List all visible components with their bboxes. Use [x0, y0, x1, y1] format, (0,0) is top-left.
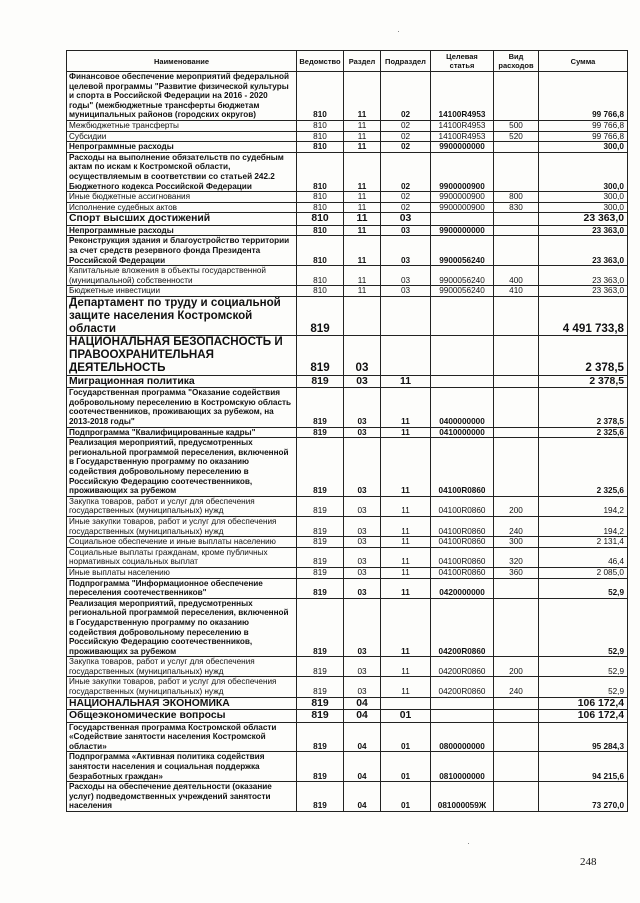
cell-name: Иные закупки товаров, работ и услуг для обеспечения государственных (муниципальных) нужд [67, 677, 297, 697]
table-row [67, 202, 628, 213]
cell-expense-type [494, 598, 539, 657]
cell-razdel: 03 [344, 578, 381, 598]
header-razdel: Раздел [344, 51, 381, 72]
cell-name: Закупка товаров, работ и услуг для обеспечения государственных (муниципальных) нужд [67, 496, 297, 516]
cell-vedomstvo: 819 [297, 438, 344, 497]
cell-target-article: 9900000900 [431, 202, 494, 213]
cell-target-article: 04100R0860 [431, 496, 494, 516]
cell-vedomstvo: 819 [297, 547, 344, 567]
table-row [67, 496, 628, 516]
cell-vedomstvo: 819 [297, 710, 344, 723]
cell-name: Субсидии [67, 131, 297, 142]
cell-target-article: 04100R0860 [431, 537, 494, 548]
cell-podrazdel: 11 [381, 427, 431, 438]
cell-expense-type [494, 697, 539, 710]
cell-expense-type [494, 578, 539, 598]
cell-expense-type [494, 375, 539, 388]
cell-expense-type [494, 72, 539, 121]
cell-razdel: 03 [344, 567, 381, 578]
cell-name: Непрограммные расходы [67, 142, 297, 153]
cell-razdel: 11 [344, 236, 381, 266]
cell-name: Финансовое обеспечение мероприятий федеральной целевой программы "Развитие физической культуры и спорта в Российской Федерации на 2016 - 2020 годы" (межбюджетные трансферты бюджетам муниципальных районов (городских округов) [67, 72, 297, 121]
cell-sum: 2 131,4 [539, 537, 628, 548]
cell-sum: 194,2 [539, 516, 628, 536]
cell-target-article: 0800000000 [431, 722, 494, 752]
cell-target-article: 0810000000 [431, 752, 494, 782]
cell-podrazdel: 11 [381, 578, 431, 598]
cell-name: Межбюджетные трансферты [67, 120, 297, 131]
cell-target-article: 081000059Ж [431, 782, 494, 812]
cell-expense-type: 200 [494, 496, 539, 516]
cell-vedomstvo: 819 [297, 375, 344, 388]
scan-speck [468, 843, 469, 844]
header-sum: Сумма [539, 51, 628, 72]
cell-razdel: 04 [344, 752, 381, 782]
cell-razdel: 03 [344, 375, 381, 388]
cell-name: Департамент по труду и социальной защите населения Костромской области [67, 296, 297, 335]
header-target-article: Целевая статья [431, 51, 494, 72]
cell-vedomstvo: 810 [297, 202, 344, 213]
cell-sum: 4 491 733,8 [539, 296, 628, 335]
cell-sum: 23 363,0 [539, 225, 628, 236]
cell-sum: 23 363,0 [539, 236, 628, 266]
cell-podrazdel: 02 [381, 202, 431, 213]
cell-name: Иные закупки товаров, работ и услуг для обеспечения государственных (муниципальных) нужд [67, 516, 297, 536]
cell-expense-type [494, 296, 539, 335]
cell-sum: 300,0 [539, 152, 628, 191]
cell-target-article: 04200R0860 [431, 677, 494, 697]
cell-podrazdel: 11 [381, 438, 431, 497]
cell-target-article: 0420000000 [431, 578, 494, 598]
cell-sum: 99 766,8 [539, 131, 628, 142]
table-row [67, 375, 628, 388]
cell-name: Социальное обеспечение и иные выплаты населению [67, 537, 297, 548]
table-row [67, 296, 628, 335]
cell-expense-type [494, 142, 539, 153]
cell-razdel: 03 [344, 657, 381, 677]
cell-razdel: 11 [344, 120, 381, 131]
cell-sum: 194,2 [539, 496, 628, 516]
cell-podrazdel: 11 [381, 657, 431, 677]
cell-name: Непрограммные расходы [67, 225, 297, 236]
cell-name: Общеэкономические вопросы [67, 710, 297, 723]
header-name: Наименование [67, 51, 297, 72]
cell-target-article: 04100R0860 [431, 547, 494, 567]
cell-podrazdel: 03 [381, 225, 431, 236]
table-row [67, 547, 628, 567]
cell-name: Иные выплаты населению [67, 567, 297, 578]
cell-vedomstvo: 810 [297, 120, 344, 131]
cell-name: Подпрограмма «Активная политика содействия занятости населения и социальная поддержка безработных граждан» [67, 752, 297, 782]
cell-sum: 23 363,0 [539, 286, 628, 297]
cell-target-article [431, 375, 494, 388]
cell-target-article: 04200R0860 [431, 657, 494, 677]
cell-target-article: 04100R0860 [431, 438, 494, 497]
cell-razdel: 11 [344, 192, 381, 203]
header-vedomstvo: Ведомство [297, 51, 344, 72]
cell-name: Государственная программа Костромской области «Содействие занятости населения Костромской области» [67, 722, 297, 752]
cell-podrazdel: 03 [381, 286, 431, 297]
cell-name: Государственная программа "Оказание содействия добровольному переселению в Костромскую область соотечественников, проживающих за рубежом, на 2013-2018 годы" [67, 388, 297, 427]
cell-name: Социальные выплаты гражданам, кроме публичных нормативных социальных выплат [67, 547, 297, 567]
cell-vedomstvo: 810 [297, 236, 344, 266]
cell-target-article: 0410000000 [431, 427, 494, 438]
cell-expense-type [494, 782, 539, 812]
cell-target-article: 9900056240 [431, 236, 494, 266]
cell-razdel: 03 [344, 427, 381, 438]
table-body [67, 72, 628, 812]
cell-podrazdel: 11 [381, 496, 431, 516]
cell-vedomstvo: 810 [297, 225, 344, 236]
cell-name: Иные бюджетные ассигнования [67, 192, 297, 203]
cell-razdel [344, 296, 381, 335]
cell-sum: 52,9 [539, 578, 628, 598]
cell-vedomstvo: 810 [297, 142, 344, 153]
cell-razdel: 03 [344, 516, 381, 536]
cell-sum: 99 766,8 [539, 72, 628, 121]
cell-vedomstvo: 819 [297, 336, 344, 375]
cell-name: Подпрограмма "Информационное обеспечение переселения соотечественников" [67, 578, 297, 598]
cell-target-article [431, 697, 494, 710]
table-row [67, 438, 628, 497]
cell-target-article: 14100R4953 [431, 72, 494, 121]
cell-target-article: 9900000000 [431, 142, 494, 153]
cell-target-article: 14100R4953 [431, 131, 494, 142]
cell-expense-type: 830 [494, 202, 539, 213]
table-row [67, 225, 628, 236]
cell-podrazdel: 03 [381, 236, 431, 266]
cell-name: Подпрограмма "Квалифицированные кадры" [67, 427, 297, 438]
cell-podrazdel: 03 [381, 266, 431, 286]
cell-podrazdel: 11 [381, 547, 431, 567]
cell-razdel: 11 [344, 225, 381, 236]
cell-expense-type [494, 752, 539, 782]
cell-target-article: 04100R0860 [431, 516, 494, 536]
cell-expense-type: 200 [494, 657, 539, 677]
table-row [67, 782, 628, 812]
cell-podrazdel: 11 [381, 537, 431, 548]
cell-name: Расходы на выполнение обязательств по судебным актам по искам к Костромской области, осуществляемым в соответствии со статьей 242.2 Бюджетного кодекса Российской Федерации [67, 152, 297, 191]
cell-sum: 2 325,6 [539, 427, 628, 438]
cell-vedomstvo: 819 [297, 598, 344, 657]
table-row [67, 388, 628, 427]
table-row [67, 266, 628, 286]
cell-vedomstvo: 819 [297, 296, 344, 335]
cell-expense-type: 800 [494, 192, 539, 203]
cell-vedomstvo: 819 [297, 567, 344, 578]
cell-podrazdel: 02 [381, 131, 431, 142]
cell-sum: 23 363,0 [539, 266, 628, 286]
cell-razdel: 11 [344, 131, 381, 142]
cell-target-article: 9900000000 [431, 225, 494, 236]
cell-sum: 2 378,5 [539, 375, 628, 388]
cell-sum: 23 363,0 [539, 213, 628, 226]
cell-expense-type: 240 [494, 677, 539, 697]
cell-podrazdel [381, 336, 431, 375]
cell-sum: 106 172,4 [539, 697, 628, 710]
budget-table-page [66, 50, 627, 812]
cell-name: Реализация мероприятий, предусмотренных региональной программой переселения, включенной в Государственную программу по оказанию содействия добровольному переселению в Российскую Федерацию соотечественников, проживающих за рубежом [67, 598, 297, 657]
table-row [67, 710, 628, 723]
cell-name: Реализация мероприятий, предусмотренных региональной программой переселения, включенной в Государственную программу по оказанию содействия добровольному переселению в Российскую Федерацию соотечественников, проживающих за рубежом [67, 438, 297, 497]
cell-razdel: 03 [344, 677, 381, 697]
table-row [67, 516, 628, 536]
cell-expense-type [494, 722, 539, 752]
cell-razdel: 03 [344, 438, 381, 497]
table-row [67, 152, 628, 191]
cell-sum: 52,9 [539, 598, 628, 657]
cell-razdel: 11 [344, 142, 381, 153]
cell-razdel: 11 [344, 72, 381, 121]
table-row [67, 578, 628, 598]
cell-podrazdel: 11 [381, 567, 431, 578]
table-row [67, 286, 628, 297]
cell-sum: 46,4 [539, 547, 628, 567]
cell-podrazdel: 02 [381, 192, 431, 203]
cell-expense-type [494, 438, 539, 497]
cell-sum: 99 766,8 [539, 120, 628, 131]
cell-expense-type [494, 427, 539, 438]
cell-name: Расходы на обеспечение деятельности (оказание услуг) подведомственных учреждений занятости населения [67, 782, 297, 812]
cell-vedomstvo: 819 [297, 427, 344, 438]
cell-vedomstvo: 819 [297, 516, 344, 536]
cell-target-article [431, 296, 494, 335]
cell-podrazdel: 01 [381, 782, 431, 812]
cell-razdel: 03 [344, 336, 381, 375]
cell-vedomstvo: 819 [297, 496, 344, 516]
cell-podrazdel [381, 697, 431, 710]
cell-razdel: 04 [344, 710, 381, 723]
cell-expense-type: 240 [494, 516, 539, 536]
cell-target-article: 9900000900 [431, 152, 494, 191]
cell-sum: 52,9 [539, 677, 628, 697]
header-expense-type: Вид расходов [494, 51, 539, 72]
cell-target-article: 0400000000 [431, 388, 494, 427]
table-row [67, 657, 628, 677]
cell-vedomstvo: 819 [297, 697, 344, 710]
cell-expense-type [494, 225, 539, 236]
cell-vedomstvo: 810 [297, 286, 344, 297]
table-header-row [67, 51, 628, 72]
cell-vedomstvo: 810 [297, 192, 344, 203]
cell-sum: 2 325,6 [539, 438, 628, 497]
table-row [67, 236, 628, 266]
cell-podrazdel: 03 [381, 213, 431, 226]
table-row [67, 427, 628, 438]
cell-name: Реконструкция здания и благоустройство территории за счет средств резервного фонда Президента Российской Федерации [67, 236, 297, 266]
cell-podrazdel: 02 [381, 142, 431, 153]
cell-expense-type [494, 213, 539, 226]
cell-vedomstvo: 819 [297, 388, 344, 427]
cell-target-article [431, 710, 494, 723]
cell-podrazdel: 02 [381, 120, 431, 131]
cell-sum: 300,0 [539, 142, 628, 153]
table-row [67, 722, 628, 752]
cell-expense-type [494, 236, 539, 266]
header-podrazdel: Подраздел [381, 51, 431, 72]
cell-podrazdel: 01 [381, 722, 431, 752]
cell-name: НАЦИОНАЛЬНАЯ ЭКОНОМИКА [67, 697, 297, 710]
table-row [67, 131, 628, 142]
cell-sum: 2 378,5 [539, 388, 628, 427]
cell-razdel: 11 [344, 202, 381, 213]
cell-expense-type [494, 710, 539, 723]
cell-sum: 95 284,3 [539, 722, 628, 752]
cell-vedomstvo: 810 [297, 131, 344, 142]
cell-vedomstvo: 810 [297, 213, 344, 226]
cell-podrazdel: 11 [381, 677, 431, 697]
cell-vedomstvo: 810 [297, 152, 344, 191]
cell-target-article [431, 336, 494, 375]
cell-expense-type: 300 [494, 537, 539, 548]
cell-expense-type: 320 [494, 547, 539, 567]
cell-podrazdel: 01 [381, 710, 431, 723]
cell-target-article: 9900056240 [431, 266, 494, 286]
table-row [67, 598, 628, 657]
scan-speck [398, 31, 399, 32]
cell-razdel: 04 [344, 782, 381, 812]
cell-expense-type: 520 [494, 131, 539, 142]
cell-expense-type [494, 152, 539, 191]
cell-name: НАЦИОНАЛЬНАЯ БЕЗОПАСНОСТЬ И ПРАВООХРАНИТЕЛЬНАЯ ДЕЯТЕЛЬНОСТЬ [67, 336, 297, 375]
cell-razdel: 03 [344, 496, 381, 516]
cell-sum: 52,9 [539, 657, 628, 677]
cell-expense-type: 410 [494, 286, 539, 297]
cell-podrazdel [381, 296, 431, 335]
table-row [67, 697, 628, 710]
table-row [67, 537, 628, 548]
cell-razdel: 03 [344, 547, 381, 567]
cell-podrazdel: 11 [381, 388, 431, 427]
cell-podrazdel: 01 [381, 752, 431, 782]
cell-sum: 300,0 [539, 192, 628, 203]
cell-target-article: 04100R0860 [431, 567, 494, 578]
cell-vedomstvo: 819 [297, 657, 344, 677]
cell-name: Закупка товаров, работ и услуг для обеспечения государственных (муниципальных) нужд [67, 657, 297, 677]
cell-target-article: 9900056240 [431, 286, 494, 297]
cell-expense-type: 500 [494, 120, 539, 131]
cell-podrazdel: 02 [381, 152, 431, 191]
cell-sum: 2 085,0 [539, 567, 628, 578]
cell-razdel: 11 [344, 213, 381, 226]
cell-sum: 2 378,5 [539, 336, 628, 375]
cell-podrazdel: 02 [381, 72, 431, 121]
table-row [67, 142, 628, 153]
cell-razdel: 11 [344, 286, 381, 297]
cell-sum: 94 215,6 [539, 752, 628, 782]
page-number: 248 [580, 856, 597, 868]
cell-sum: 300,0 [539, 202, 628, 213]
cell-name: Бюджетные инвестиции [67, 286, 297, 297]
cell-podrazdel: 11 [381, 598, 431, 657]
cell-name: Миграционная политика [67, 375, 297, 388]
cell-vedomstvo: 810 [297, 72, 344, 121]
cell-expense-type: 400 [494, 266, 539, 286]
cell-vedomstvo: 810 [297, 266, 344, 286]
cell-razdel: 03 [344, 598, 381, 657]
cell-expense-type: 360 [494, 567, 539, 578]
cell-name: Спорт высших достижений [67, 213, 297, 226]
cell-sum: 106 172,4 [539, 710, 628, 723]
table-row [67, 192, 628, 203]
table-row [67, 213, 628, 226]
cell-vedomstvo: 819 [297, 537, 344, 548]
cell-vedomstvo: 819 [297, 677, 344, 697]
cell-vedomstvo: 819 [297, 782, 344, 812]
cell-podrazdel: 11 [381, 375, 431, 388]
table-row [67, 752, 628, 782]
table-row [67, 120, 628, 131]
cell-razdel: 04 [344, 697, 381, 710]
cell-target-article: 04200R0860 [431, 598, 494, 657]
cell-target-article: 14100R4953 [431, 120, 494, 131]
cell-razdel: 11 [344, 266, 381, 286]
table-row [67, 677, 628, 697]
cell-expense-type [494, 336, 539, 375]
table-row [67, 567, 628, 578]
table-row [67, 336, 628, 375]
cell-sum: 73 270,0 [539, 782, 628, 812]
cell-target-article: 9900000900 [431, 192, 494, 203]
budget-table [66, 50, 628, 812]
cell-razdel: 03 [344, 388, 381, 427]
cell-vedomstvo: 819 [297, 722, 344, 752]
cell-razdel: 04 [344, 722, 381, 752]
cell-vedomstvo: 819 [297, 752, 344, 782]
cell-target-article [431, 213, 494, 226]
cell-razdel: 03 [344, 537, 381, 548]
table-row [67, 72, 628, 121]
cell-vedomstvo: 819 [297, 578, 344, 598]
cell-podrazdel: 11 [381, 516, 431, 536]
cell-name: Капитальные вложения в объекты государственной (муниципальной) собственности [67, 266, 297, 286]
cell-razdel: 11 [344, 152, 381, 191]
cell-name: Исполнение судебных актов [67, 202, 297, 213]
cell-expense-type [494, 388, 539, 427]
